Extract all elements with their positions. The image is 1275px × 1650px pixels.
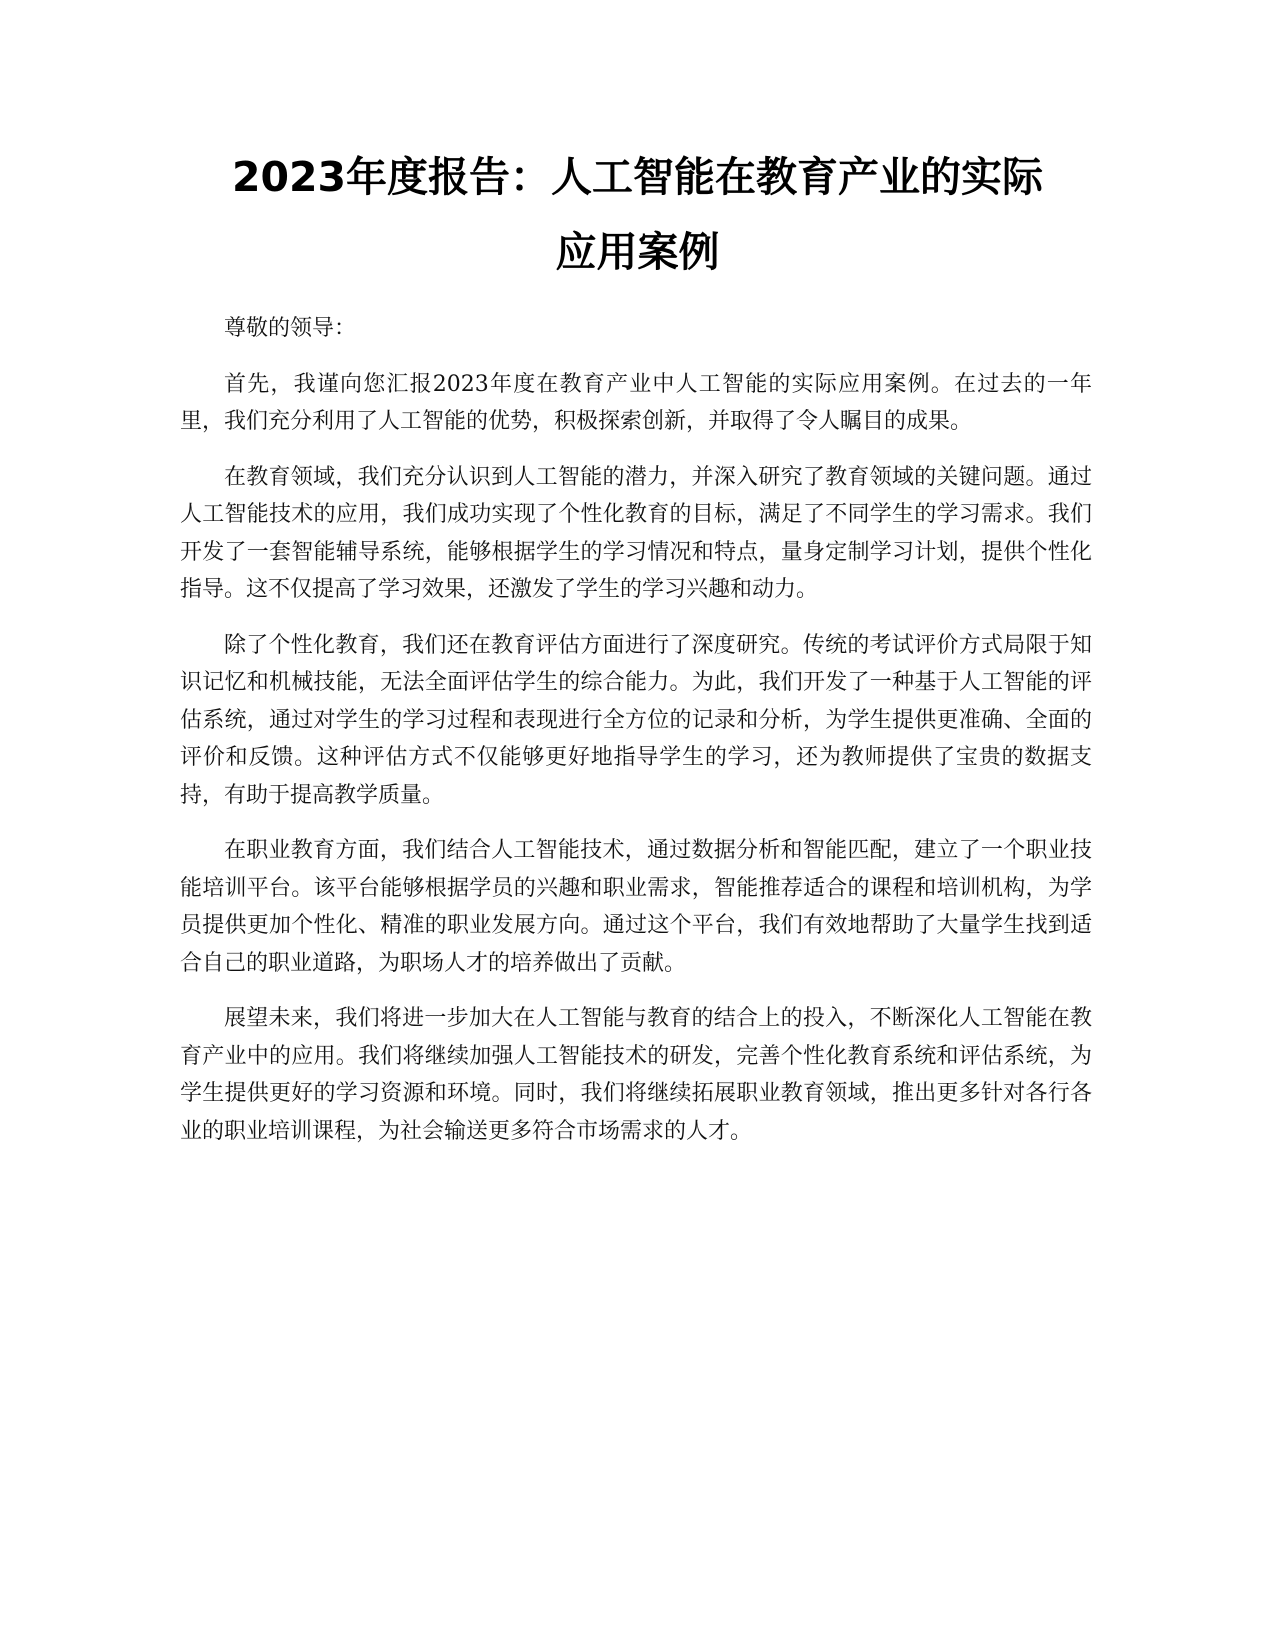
document-title-line-2: 应用案例 [555, 228, 720, 276]
paragraph-outlook: 展望未来，我们将进一步加大在人工智能与教育的结合上的投入，不断深化人工智能在教育产业中的应用。我们将继续加强人工智能技术的研发，完善个性化教育系统和评估系统，为学生提供更好的学习资源和环境。同时，我们将继续拓展职业教育领域，推出更多针对各行各业的职业培训课程，为社会输送更多符合市场需求的人才。 [180, 1006, 1092, 1144]
paragraph-intro: 首先，我谨向您汇报2023年度在教育产业中人工智能的实际应用案例。在过去的一年里，我们充分利用了人工智能的优势，积极探索创新，并取得了令人瞩目的成果。 [180, 371, 1092, 434]
paragraph-education-assessment: 除了个性化教育，我们还在教育评估方面进行了深度研究。传统的考试评价方式局限于知识记忆和机械技能，无法全面评估学生的综合能力。为此，我们开发了一种基于人工智能的评估系统，通过对学生的学习过程和表现进行全方位的记录和分析，为学生提供更准确、全面的评价和反馈。这种评估方式不仅能够更好地指导学生的学习，还为教师提供了宝贵的数据支持，有助于提高教学质量。 [180, 632, 1092, 808]
paragraph-vocational-education: 在职业教育方面，我们结合人工智能技术，通过数据分析和智能匹配，建立了一个职业技能培训平台。该平台能够根据学员的兴趣和职业需求，智能推荐适合的课程和培训机构，为学员提供更加个性化、精准的职业发展方向。通过这个平台，我们有效地帮助了大量学生找到适合自己的职业道路，为职场人才的培养做出了贡献。 [180, 838, 1092, 976]
paragraph-personalized-education: 在教育领域，我们充分认识到人工智能的潜力，并深入研究了教育领域的关键问题。通过人工智能技术的应用，我们成功实现了个性化教育的目标，满足了不同学生的学习需求。我们开发了一套智能辅导系统，能够根据学生的学习情况和特点，量身定制学习计划，提供个性化指导。这不仅提高了学习效果，还激发了学生的学习兴趣和动力。 [180, 464, 1092, 602]
salutation: 尊敬的领导： [224, 316, 357, 341]
document-body [180, 310, 1092, 1168]
document-title-line-1: 2023年度报告：人工智能在教育产业的实际 [231, 153, 1044, 201]
document-title [180, 140, 1095, 290]
